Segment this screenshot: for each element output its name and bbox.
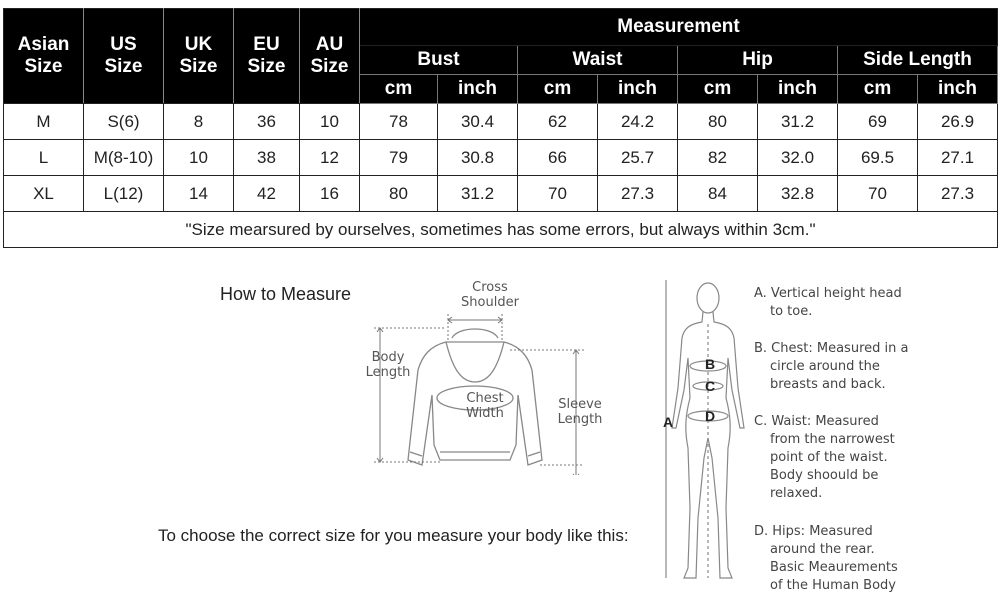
table-cell: 69.5 (838, 140, 918, 176)
table-cell: 69 (838, 104, 918, 140)
cross-shoulder-label: Cross Shoulder (461, 280, 519, 310)
figure-label-d: D (705, 408, 716, 424)
table-cell: 30.8 (438, 140, 518, 176)
header-eu-size: EU Size (234, 9, 300, 104)
table-row (4, 176, 998, 212)
table-cell: 66 (518, 140, 598, 176)
table-cell: M(8-10) (84, 140, 164, 176)
header-au-size: AU Size (300, 9, 360, 104)
table-cell: XL (4, 176, 84, 212)
body-length-label: Body Length (365, 350, 411, 380)
table-cell: 8 (164, 104, 234, 140)
jacket-neckline (446, 342, 504, 382)
table-note: "Size mearsured by ourselves, sometimes has some errors, but always within 3cm." (4, 212, 998, 248)
table-cell: 24.2 (598, 104, 678, 140)
body-figure-diagram (660, 278, 750, 603)
table-row (4, 140, 998, 176)
table-cell: 36 (234, 104, 300, 140)
definition-b: B. Chest: Measured in a circle around the breasts and back. (754, 341, 909, 392)
table-cell: 12 (300, 140, 360, 176)
figure-head (697, 283, 719, 313)
jacket-diagram (360, 300, 610, 475)
header-uk-size: UK Size (164, 9, 234, 104)
chest-width-label: Chest Width (466, 391, 504, 421)
table-cell: 42 (234, 176, 300, 212)
table-cell: 14 (164, 176, 234, 212)
table-cell: 27.3 (598, 176, 678, 212)
sleeve-length-label: Sleeve Length (557, 397, 603, 427)
table-cell: 16 (300, 176, 360, 212)
table-cell: 62 (518, 104, 598, 140)
header-waist: Waist (518, 46, 678, 75)
header-unit: cm (518, 75, 598, 104)
table-cell: 80 (360, 176, 438, 212)
table-cell: S(6) (84, 104, 164, 140)
definition-c: C. Waist: Measured from the narrowest point of the waist. Body shoould be relaxed. (754, 414, 895, 501)
header-hip: Hip (678, 46, 838, 75)
table-cell: 26.9 (918, 104, 998, 140)
table-cell: 80 (678, 104, 758, 140)
table-cell: 27.3 (918, 176, 998, 212)
table-cell: 25.7 (598, 140, 678, 176)
figure-label-b: B (705, 356, 716, 372)
header-unit: cm (838, 75, 918, 104)
jacket-collar (452, 329, 498, 338)
table-cell: 27.1 (918, 140, 998, 176)
header-side-length: Side Length (838, 46, 998, 75)
size-chart-table (3, 8, 998, 248)
table-cell: M (4, 104, 84, 140)
table-cell: 38 (234, 140, 300, 176)
header-bust: Bust (360, 46, 518, 75)
figure-label-a: A (663, 414, 674, 430)
table-cell: 30.4 (438, 104, 518, 140)
table-cell: 82 (678, 140, 758, 176)
table-cell: 10 (164, 140, 234, 176)
header-unit: cm (678, 75, 758, 104)
header-unit: cm (360, 75, 438, 104)
definition-a: A. Vertical height head to toe. (754, 286, 902, 319)
table-cell: 84 (678, 176, 758, 212)
header-unit: inch (598, 75, 678, 104)
header-measurement: Measurement (360, 9, 998, 46)
table-cell: 31.2 (758, 104, 838, 140)
table-cell: L(12) (84, 176, 164, 212)
table-cell: 70 (518, 176, 598, 212)
header-unit: inch (438, 75, 518, 104)
table-cell: 31.2 (438, 176, 518, 212)
table-cell: 10 (300, 104, 360, 140)
table-cell: 32.8 (758, 176, 838, 212)
table-row (4, 104, 998, 140)
figure-label-c: C (705, 378, 716, 394)
how-to-measure-heading: How to Measure (220, 284, 352, 304)
header-unit: inch (758, 75, 838, 104)
header-us-size: US Size (84, 9, 164, 104)
table-cell: 70 (838, 176, 918, 212)
table-cell: 78 (360, 104, 438, 140)
definition-d: D. Hips: Measured around the rear. Basic Meaurements of the Human Body (754, 524, 898, 593)
table-cell: L (4, 140, 84, 176)
table-cell: 79 (360, 140, 438, 176)
instruction-text: To choose the correct size for you measure your body like this: (158, 526, 629, 545)
header-unit: inch (918, 75, 998, 104)
header-asian-size: Asian Size (4, 9, 84, 104)
table-cell: 32.0 (758, 140, 838, 176)
